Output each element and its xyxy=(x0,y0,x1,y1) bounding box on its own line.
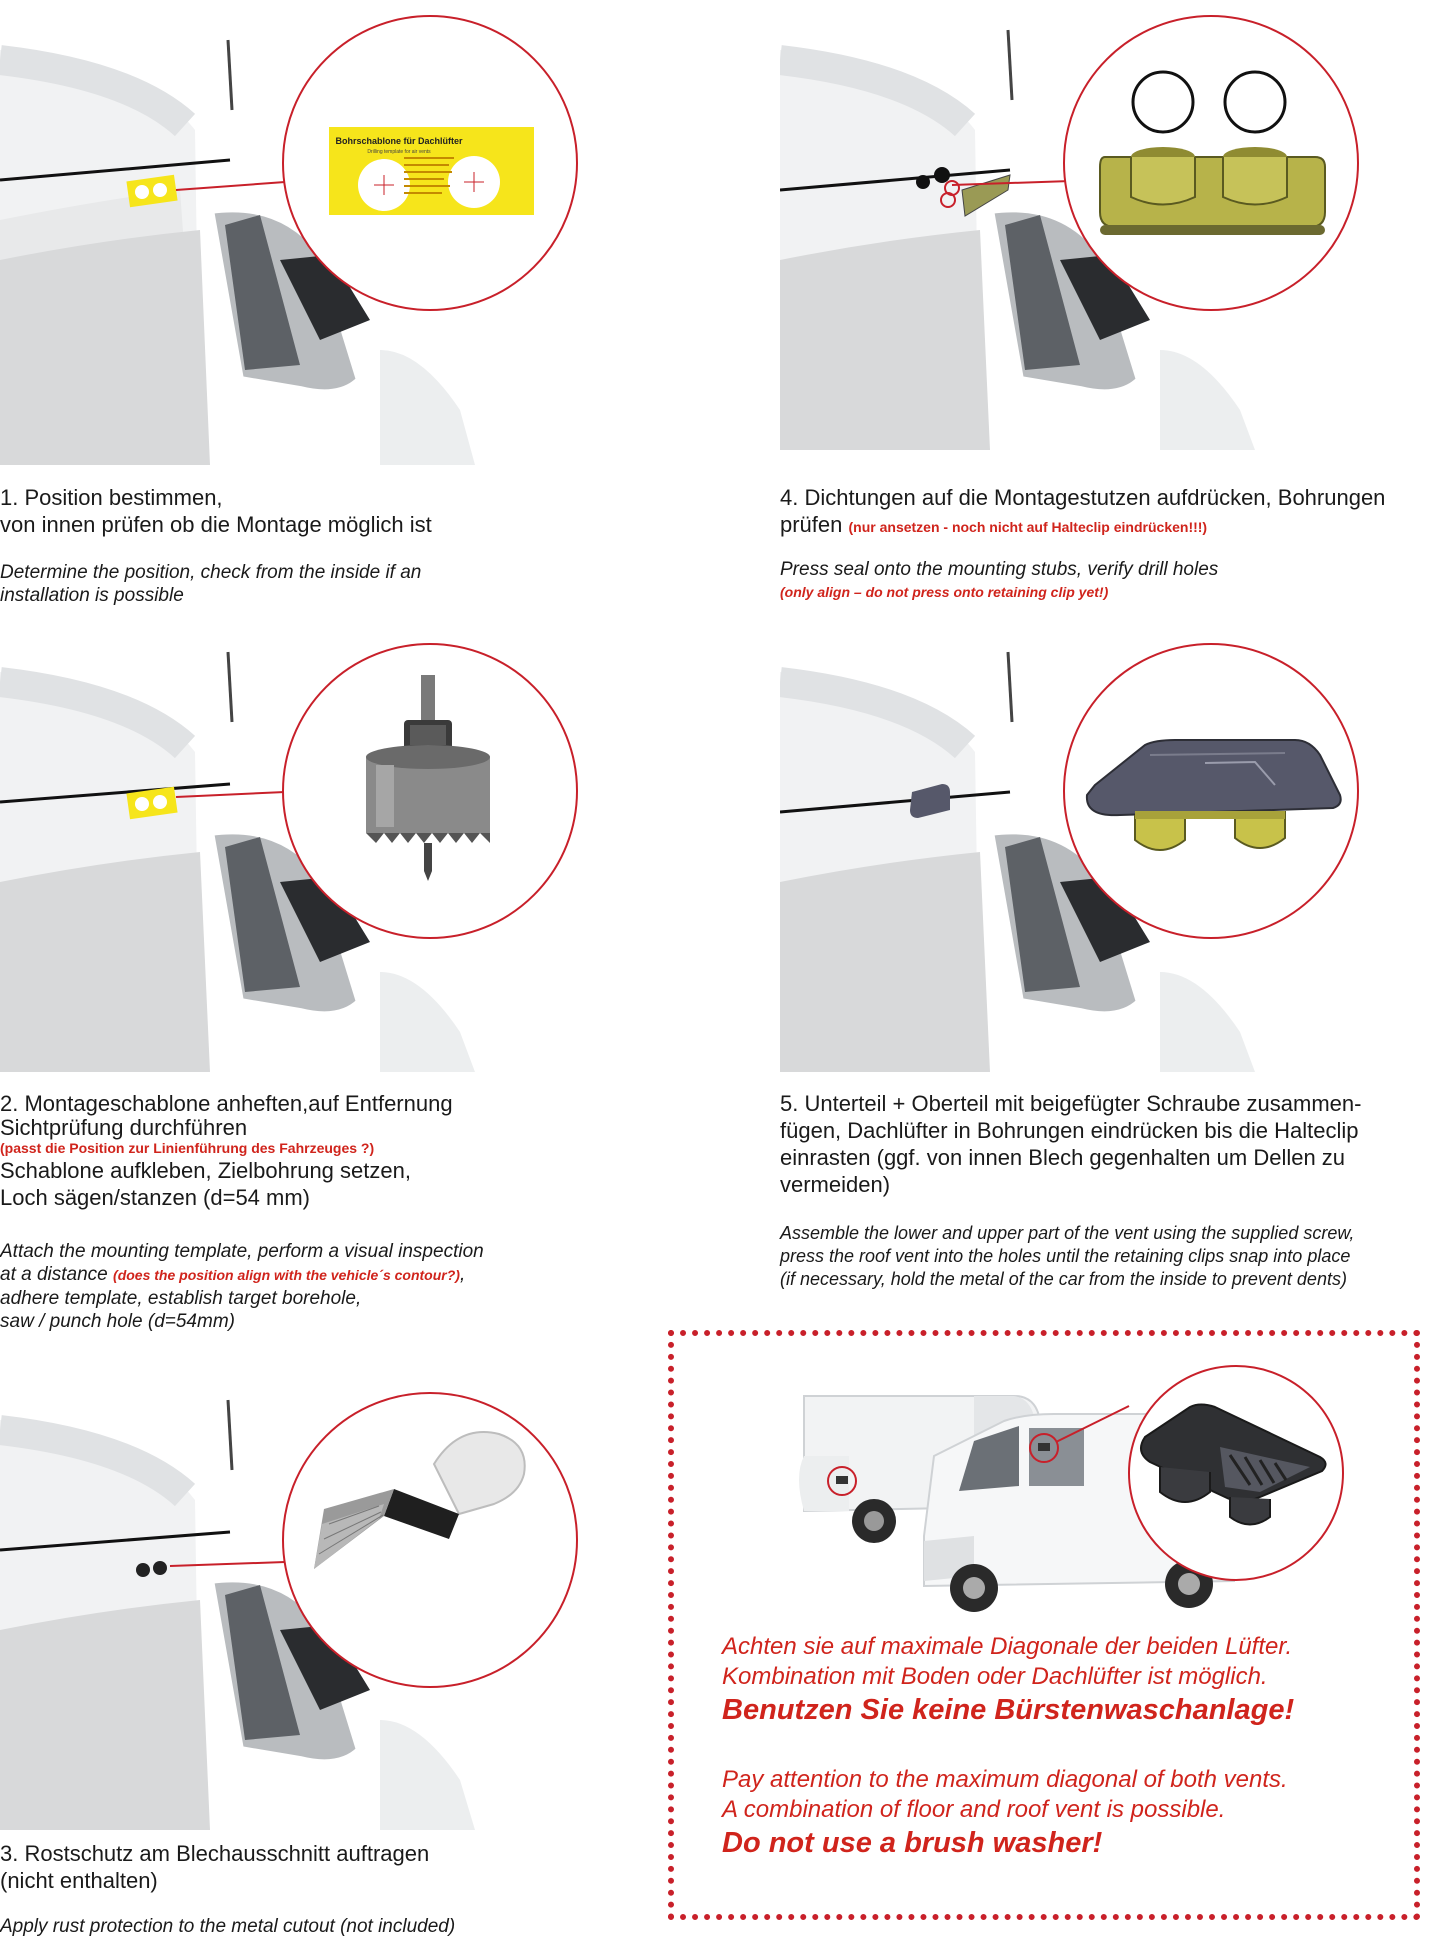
step1-text-de xyxy=(0,484,620,538)
notice-zoom-circle xyxy=(1128,1365,1344,1581)
step3-zoom-circle xyxy=(282,1392,578,1688)
step1-text-en xyxy=(0,561,620,607)
step4-de-line2-pre: prüfen xyxy=(780,512,849,537)
vent-seal-icon xyxy=(1065,17,1357,309)
notice-en-warning: Do not use a brush washer! xyxy=(722,1827,1103,1859)
step4-en-line1: Press seal onto the mounting stubs, verify drill holes xyxy=(780,559,1219,580)
step5-text-en xyxy=(780,1222,1445,1291)
step5-en-line2: press the roof vent into the holes until the retaining clips snap into place xyxy=(780,1246,1351,1266)
step2-en-line2-post: , xyxy=(459,1264,466,1285)
step5-de-line4: vermeiden) xyxy=(780,1172,891,1197)
step3-text-en xyxy=(0,1915,620,1938)
template-subtitle: Drilling template for air vents xyxy=(367,149,431,155)
step4-de-line1: 4. Dichtungen auf die Montagestutzen aufdrücken, Bohrungen xyxy=(780,485,1386,510)
step2-en-line4: saw / punch hole (d=54mm) xyxy=(0,1311,235,1332)
notice-en-line1: Pay attention to the maximum diagonal of both vents. xyxy=(722,1766,1288,1793)
notice-text-de xyxy=(722,1632,1412,1728)
step3-en-line1: Apply rust protection to the metal cutout (not included) xyxy=(0,1916,456,1937)
step2-text-de xyxy=(0,1090,640,1211)
roof-vent-icon xyxy=(1130,1367,1342,1579)
notice-de-line1: Achten sie auf maximale Diagonale der beiden Lüfter. xyxy=(722,1633,1293,1660)
step1-de-line1: 1. Position bestimmen, xyxy=(0,485,223,510)
step3-de-line2: (nicht enthalten) xyxy=(0,1868,158,1893)
step4-text-en xyxy=(780,558,1445,604)
step5-en-line1: Assemble the lower and upper part of the vent using the supplied screw, xyxy=(780,1223,1355,1243)
step2-de-line1: 2. Montageschablone anheften,auf Entfernung xyxy=(0,1091,453,1116)
step5-en-line3: (if necessary, hold the metal of the car from the inside to prevent dents) xyxy=(780,1269,1347,1289)
step3-text-de xyxy=(0,1840,620,1894)
step5-zoom-circle xyxy=(1063,643,1359,939)
step2-en-line2 xyxy=(0,1263,660,1287)
step2-en-line1: Attach the mounting template, perform a visual inspection xyxy=(0,1241,484,1262)
step2-en-line2-pre: at a distance xyxy=(0,1264,114,1285)
paint-brush-icon xyxy=(284,1394,576,1686)
notice-de-warning: Benutzen Sie keine Bürstenwaschanlage! xyxy=(722,1694,1295,1726)
step1-en-line1: Determine the position, check from the inside if an xyxy=(0,562,422,583)
notice-text-en xyxy=(722,1765,1412,1861)
template-title: Bohrschablone für Dachlüfter xyxy=(335,136,463,146)
step5-text-de xyxy=(780,1090,1445,1198)
step2-de-line3: Schablone aufkleben, Zielbohrung setzen, xyxy=(0,1158,411,1183)
step2-de-note: (passt die Position zur Linienführung des Fahrzeuges ?) xyxy=(0,1140,375,1156)
drilling-template-icon xyxy=(284,17,576,309)
step5-de-line1: 5. Unterteil + Oberteil mit beigefügter Schraube zusammen- xyxy=(780,1091,1362,1116)
roof-vent-icon xyxy=(1065,645,1357,937)
step2-en-line3: adhere template, establish target borehole, xyxy=(0,1288,362,1309)
step4-de-note: (nur ansetzen - noch nicht auf Halteclip eindrücken!!!) xyxy=(848,519,1208,535)
hole-saw-icon xyxy=(284,645,576,937)
step5-de-line2: fügen, Dachlüfter in Bohrungen eindrücken bis die Halteclip xyxy=(780,1118,1359,1143)
step2-zoom-circle xyxy=(282,643,578,939)
step1-zoom-circle xyxy=(282,15,578,311)
step4-text-de xyxy=(780,484,1445,541)
step2-text-en xyxy=(0,1240,660,1333)
step2-en-note: (does the position align with the vehicle´s contour?) xyxy=(113,1267,460,1283)
step4-de-line2 xyxy=(780,511,1445,541)
step5-de-line3: einrasten (ggf. von innen Blech gegenhalten um Dellen zu xyxy=(780,1145,1346,1170)
step4-en-note: (only align – do not press onto retaining clip yet!) xyxy=(780,584,1109,600)
step4-zoom-circle xyxy=(1063,15,1359,311)
step2-de-line4: Loch sägen/stanzen (d=54 mm) xyxy=(0,1185,311,1210)
step1-en-line2: installation is possible xyxy=(0,585,184,606)
step2-de-line2: Sichtprüfung durchführen xyxy=(0,1115,248,1140)
notice-de-line2: Kombination mit Boden oder Dachlüfter ist möglich. xyxy=(722,1663,1268,1690)
notice-en-line2: A combination of floor and roof vent is possible. xyxy=(722,1796,1226,1823)
step3-de-line1: 3. Rostschutz am Blechausschnitt auftragen xyxy=(0,1841,430,1866)
step1-de-line2: von innen prüfen ob die Montage möglich ist xyxy=(0,512,432,537)
